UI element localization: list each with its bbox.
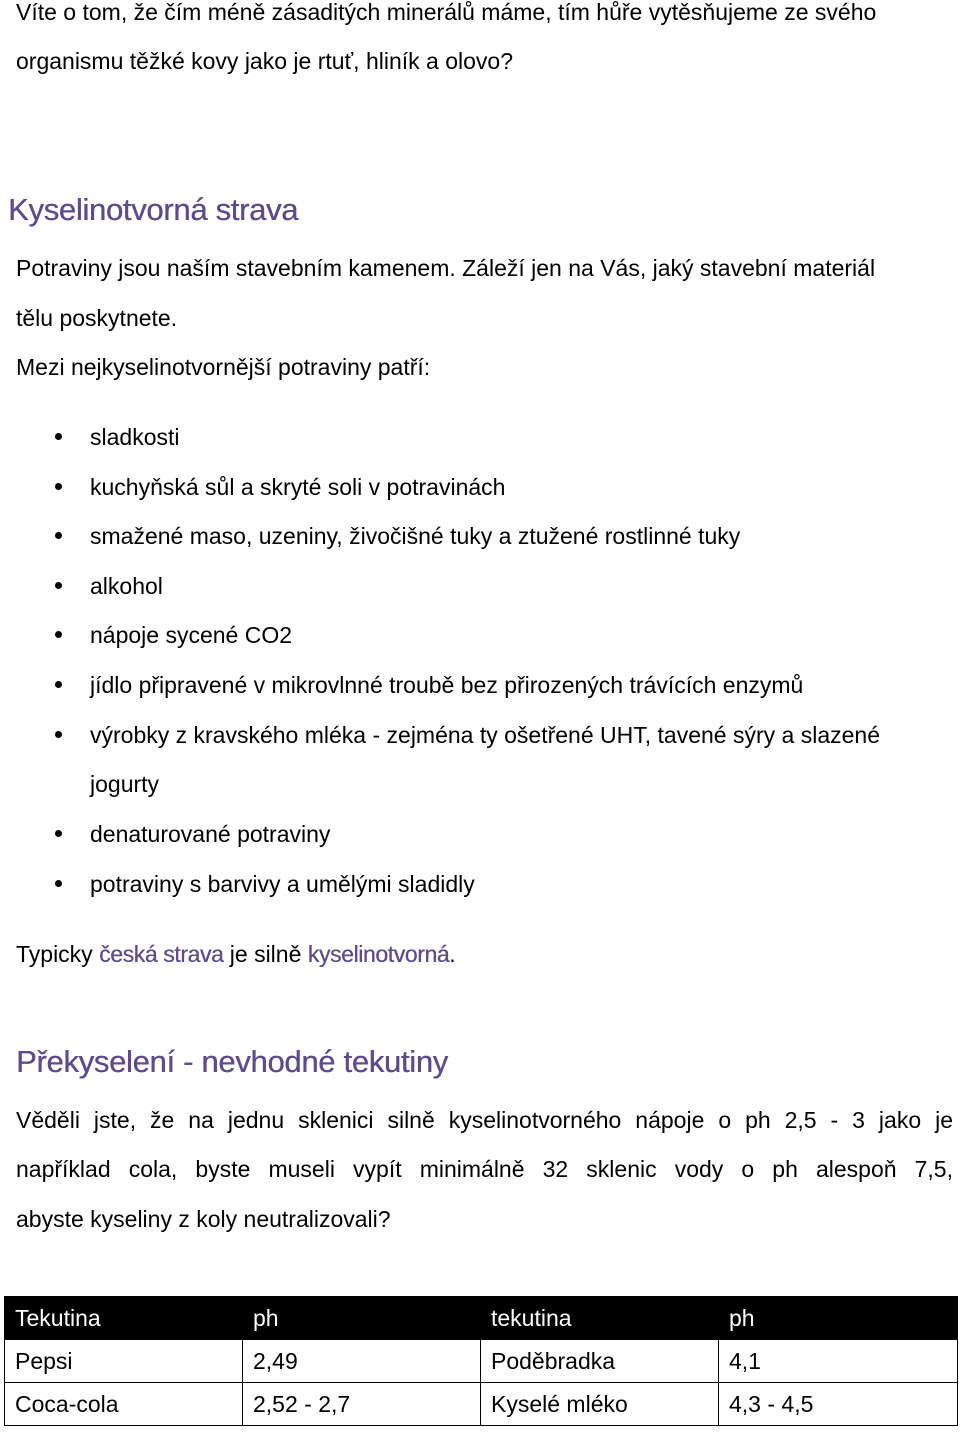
list-item (90, 670, 803, 700)
column-header: Tekutina (5, 1297, 243, 1340)
table-header-row (5, 1297, 958, 1340)
highlight-acid-forming: kyselinotvorná (307, 941, 450, 967)
list-item-label: sladkosti (90, 424, 180, 450)
column-header: ph (719, 1297, 958, 1340)
summary-suffix: . (449, 941, 456, 967)
list-item (90, 472, 505, 502)
summary-sentence (16, 939, 456, 969)
bullet-icon (55, 433, 62, 440)
list-item (90, 620, 292, 650)
section-heading-acid-forming-diet: Kyselinotvorná strava (8, 192, 299, 227)
table-cell: Pepsi (5, 1340, 243, 1383)
list-item-label: kuchyňská sůl a skryté soli v potravinách (90, 474, 506, 500)
summary-mid: je silně (223, 941, 308, 967)
section1-paragraph-line-1: Potraviny jsou naším stavebním kamenem. Záleží jen na Vás, jaký stavební materiál (16, 255, 876, 281)
bullet-icon (55, 631, 62, 638)
intro-line-1: Víte o tom, že čím méně zásaditých minerálů máme, tím hůře vytěsňujeme ze svého (16, 0, 877, 25)
list-item-label: nápoje sycené CO2 (90, 622, 293, 648)
section2-paragraph-line-2: například cola, byste museli vypít minimálně 32 sklenic vody o ph alespoň 7,5, (16, 1156, 953, 1182)
table-cell: 2,49 (243, 1340, 481, 1383)
column-header: ph (243, 1297, 481, 1340)
list-item-continuation (90, 769, 159, 799)
bullet-icon (55, 880, 62, 887)
bullet-icon (55, 731, 62, 738)
bullet-icon (55, 532, 62, 539)
list-item-label: výrobky z kravského mléka - zejména ty ošetřené UHT, tavené sýry a slazené (90, 722, 880, 748)
list-item (90, 819, 330, 849)
section1-paragraph-line-2: tělu poskytnete. (16, 305, 178, 331)
table-cell: Kyselé mléko (481, 1383, 719, 1426)
section-heading-over-acidification: Překyselení - nevhodné tekutiny (16, 1044, 448, 1079)
table-row (5, 1340, 958, 1383)
list-item (90, 571, 163, 601)
table-row (5, 1383, 958, 1426)
list-item-label: jogurty (90, 771, 160, 797)
bullet-icon (55, 483, 62, 490)
table-cell: 4,1 (719, 1340, 958, 1383)
list-intro: Mezi nejkyselinotvornější potraviny patří: (16, 354, 431, 380)
list-item-label: alkohol (90, 573, 163, 599)
summary-prefix: Typicky (16, 941, 100, 967)
bullet-icon (55, 681, 62, 688)
highlight-czech-diet: česká strava (99, 941, 224, 967)
list-item-label: denaturované potraviny (90, 821, 331, 847)
bullet-icon (55, 830, 62, 837)
column-header: tekutina (481, 1297, 719, 1340)
list-item (90, 720, 880, 750)
intro-line-2: organismu těžké kovy jako je rtuť, hliník a olovo? (16, 48, 513, 74)
list-item-label: jídlo připravené v mikrovlnné troubě bez přirozených trávících enzymů (90, 672, 804, 698)
section2-paragraph-line-3: abyste kyseliny z koly neutralizovali? (16, 1206, 391, 1232)
bullet-icon (55, 582, 62, 589)
ph-table (4, 1296, 958, 1426)
list-item (90, 422, 179, 452)
list-item-label: smažené maso, uzeniny, živočišné tuky a ztužené rostlinné tuky (90, 523, 741, 549)
table-cell: Coca-cola (5, 1383, 243, 1426)
list-item-label: potraviny s barvivy a umělými sladidly (90, 871, 475, 897)
table-cell: Poděbradka (481, 1340, 719, 1383)
table-cell: 2,52 - 2,7 (243, 1383, 481, 1426)
section2-paragraph-line-1: Věděli jste, že na jednu sklenici silně kyselinotvorného nápoje o ph 2,5 - 3 jako je (16, 1107, 953, 1133)
table-cell: 4,3 - 4,5 (719, 1383, 958, 1426)
list-item (90, 869, 475, 899)
list-item (90, 521, 740, 551)
